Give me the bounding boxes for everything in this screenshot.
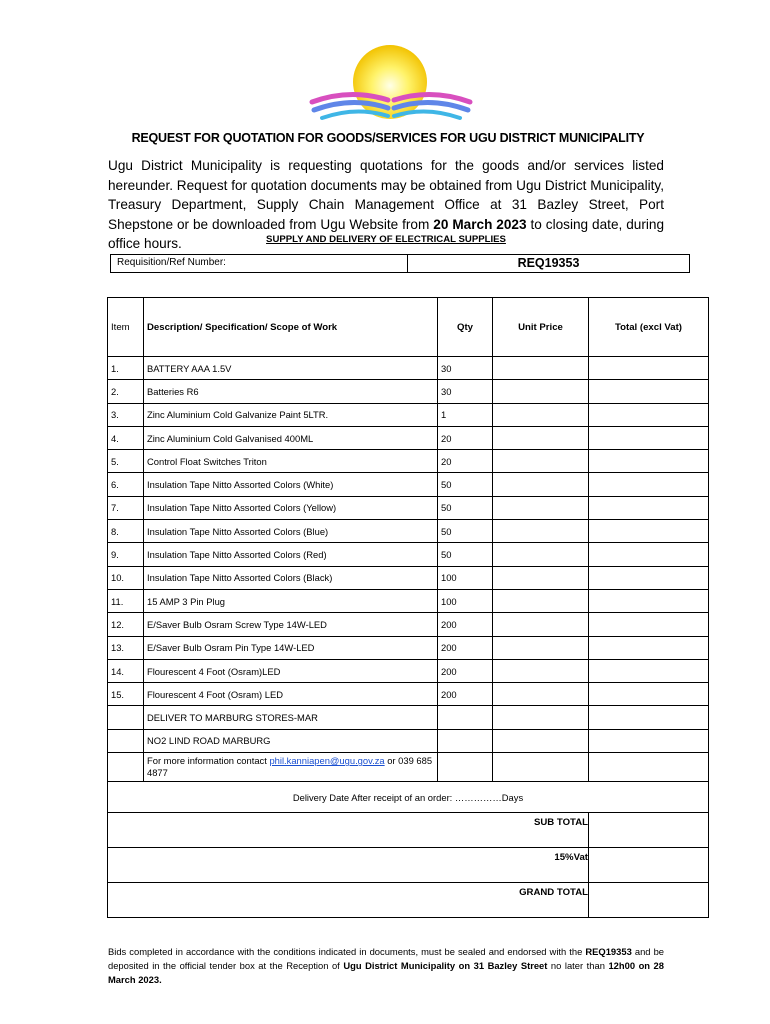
- empty-cell: [493, 753, 589, 782]
- grand-total-label: GRAND TOTAL: [108, 883, 589, 918]
- item-unit-price: [493, 403, 589, 426]
- table-row: [108, 380, 709, 403]
- header-description: Description/ Specification/ Scope of Work: [144, 298, 438, 357]
- item-number: 11.: [108, 589, 144, 612]
- footer-text-3: no later than: [547, 960, 609, 971]
- item-unit-price: [493, 589, 589, 612]
- item-number: 13.: [108, 636, 144, 659]
- item-description: Zinc Aluminium Cold Galvanised 400ML: [144, 426, 438, 449]
- sub-total-value: [589, 813, 709, 848]
- item-unit-price: [493, 520, 589, 543]
- delivery-line-1: DELIVER TO MARBURG STORES-MAR: [144, 706, 438, 729]
- item-qty: 200: [438, 659, 493, 682]
- vat-row: [108, 848, 709, 883]
- grand-total-row: [108, 883, 709, 918]
- intro-text-after: to closing date, during office hours.: [108, 216, 665, 251]
- item-unit-price: [493, 357, 589, 380]
- empty-cell: [493, 729, 589, 752]
- item-qty: 100: [438, 589, 493, 612]
- item-description: E/Saver Bulb Osram Pin Type 14W-LED: [144, 636, 438, 659]
- item-number: 12.: [108, 613, 144, 636]
- item-unit-price: [493, 683, 589, 706]
- delivery-date: Delivery Date After receipt of an order: ……………Days: [108, 782, 709, 813]
- empty-cell: [589, 729, 709, 752]
- item-total: [589, 450, 709, 473]
- ugu-logo: [300, 42, 480, 124]
- footer-paragraph: [108, 945, 664, 987]
- item-total: [589, 659, 709, 682]
- item-qty: 20: [438, 450, 493, 473]
- item-qty: 100: [438, 566, 493, 589]
- item-description: Flourescent 4 Foot (Osram)LED: [144, 659, 438, 682]
- table-row: [108, 496, 709, 519]
- footer-deadline: 12h00 on 28 March 2023.: [108, 960, 664, 985]
- item-qty: 20: [438, 426, 493, 449]
- item-total: [589, 357, 709, 380]
- item-total: [589, 566, 709, 589]
- table-row: [108, 357, 709, 380]
- delivery-row-2: [108, 729, 709, 752]
- item-total: [589, 543, 709, 566]
- item-description: Flourescent 4 Foot (Osram) LED: [144, 683, 438, 706]
- item-total: [589, 636, 709, 659]
- contact-note: [144, 753, 438, 782]
- header-total: Total (excl Vat): [589, 298, 709, 357]
- item-number: 7.: [108, 496, 144, 519]
- table-header-row: [108, 298, 709, 357]
- contact-row: [108, 753, 709, 782]
- vat-label: 15%Vat: [108, 848, 589, 883]
- item-number: 6.: [108, 473, 144, 496]
- contact-text-after: or 039 685 4877: [147, 755, 433, 779]
- item-description: Zinc Aluminium Cold Galvanize Paint 5LTR.: [144, 403, 438, 426]
- table-row: [108, 403, 709, 426]
- quotation-table: [107, 297, 709, 918]
- item-description: Insulation Tape Nitto Assorted Colors (Black): [144, 566, 438, 589]
- empty-cell: [438, 729, 493, 752]
- delivery-line-2: NO2 LIND ROAD MARBURG: [144, 729, 438, 752]
- table-row: [108, 520, 709, 543]
- document-title: REQUEST FOR QUOTATION FOR GOODS/SERVICES FOR UGU DISTRICT MUNICIPALITY: [131, 131, 645, 145]
- item-unit-price: [493, 473, 589, 496]
- item-description: Batteries R6: [144, 380, 438, 403]
- table-row: [108, 659, 709, 682]
- item-qty: 200: [438, 683, 493, 706]
- intro-text-before: Ugu District Municipality is requesting quotations for the goods and/or services listed hereunder. Request for quotation documents may be obtained from Ugu District Municipality, Treasury Department, Supply Chain Management Office at 31 Bazley Street, Port Shepstone or be downloaded from Ugu Website from: [108, 158, 664, 232]
- item-qty: 50: [438, 473, 493, 496]
- item-number: 8.: [108, 520, 144, 543]
- table-row: [108, 426, 709, 449]
- empty-cell: [438, 753, 493, 782]
- item-number: 14.: [108, 659, 144, 682]
- footer-text-2: and be deposited in the official tender box at the Reception of: [108, 946, 664, 971]
- grand-total-value: [589, 883, 709, 918]
- supply-subtitle: SUPPLY AND DELIVERY OF ELECTRICAL SUPPLIES: [266, 234, 506, 245]
- contact-email-link[interactable]: phil.kanniapen@ugu.gov.za: [269, 755, 385, 767]
- item-description: E/Saver Bulb Osram Screw Type 14W-LED: [144, 613, 438, 636]
- item-total: [589, 473, 709, 496]
- empty-cell: [589, 753, 709, 782]
- item-qty: 200: [438, 613, 493, 636]
- item-unit-price: [493, 566, 589, 589]
- item-total: [589, 683, 709, 706]
- table-row: [108, 589, 709, 612]
- item-unit-price: [493, 450, 589, 473]
- item-total: [589, 520, 709, 543]
- item-qty: 30: [438, 357, 493, 380]
- item-total: [589, 403, 709, 426]
- footer-text-1: Bids completed in accordance with the conditions indicated in documents, must be sealed and endorsed with the: [108, 946, 586, 957]
- empty-cell: [108, 706, 144, 729]
- item-description: Insulation Tape Nitto Assorted Colors (Red): [144, 543, 438, 566]
- item-unit-price: [493, 496, 589, 519]
- item-unit-price: [493, 613, 589, 636]
- requisition-box: [110, 254, 690, 273]
- sub-total-row: [108, 813, 709, 848]
- item-description: Insulation Tape Nitto Assorted Colors (Yellow): [144, 496, 438, 519]
- item-description: BATTERY AAA 1.5V: [144, 357, 438, 380]
- item-description: Insulation Tape Nitto Assorted Colors (Blue): [144, 520, 438, 543]
- item-unit-price: [493, 659, 589, 682]
- item-unit-price: [493, 636, 589, 659]
- footer-ref: REQ19353: [585, 946, 632, 957]
- item-description: Control Float Switches Triton: [144, 450, 438, 473]
- item-qty: 50: [438, 496, 493, 519]
- item-number: 9.: [108, 543, 144, 566]
- item-number: 4.: [108, 426, 144, 449]
- item-number: 10.: [108, 566, 144, 589]
- table-row: [108, 450, 709, 473]
- item-number: 2.: [108, 380, 144, 403]
- item-qty: 50: [438, 543, 493, 566]
- empty-cell: [108, 753, 144, 782]
- item-unit-price: [493, 380, 589, 403]
- contact-text-before: For more information contact: [147, 755, 270, 767]
- empty-cell: [438, 706, 493, 729]
- item-number: 5.: [108, 450, 144, 473]
- item-qty: 30: [438, 380, 493, 403]
- vat-value: [589, 848, 709, 883]
- table-row: [108, 613, 709, 636]
- item-qty: 50: [438, 520, 493, 543]
- item-qty: 1: [438, 403, 493, 426]
- table-row: [108, 636, 709, 659]
- table-row: [108, 543, 709, 566]
- sub-total-label: SUB TOTAL: [108, 813, 589, 848]
- item-number: 15.: [108, 683, 144, 706]
- item-total: [589, 380, 709, 403]
- item-description: 15 AMP 3 Pin Plug: [144, 589, 438, 612]
- delivery-date-row: [108, 782, 709, 813]
- table-row: [108, 683, 709, 706]
- item-description: Insulation Tape Nitto Assorted Colors (White): [144, 473, 438, 496]
- header-unit-price: Unit Price: [493, 298, 589, 357]
- item-total: [589, 589, 709, 612]
- delivery-row-1: [108, 706, 709, 729]
- item-unit-price: [493, 543, 589, 566]
- table-row: [108, 473, 709, 496]
- item-total: [589, 426, 709, 449]
- intro-date: 20 March 2023: [433, 216, 527, 232]
- requisition-number: REQ19353: [517, 256, 580, 270]
- item-number: 1.: [108, 357, 144, 380]
- empty-cell: [108, 729, 144, 752]
- empty-cell: [589, 706, 709, 729]
- item-total: [589, 613, 709, 636]
- header-item: Item: [108, 298, 144, 357]
- table-row: [108, 566, 709, 589]
- empty-cell: [493, 706, 589, 729]
- item-total: [589, 496, 709, 519]
- requisition-label: Requisition/Ref Number:: [111, 255, 408, 272]
- footer-place: Ugu District Municipality on 31 Bazley Street: [343, 960, 548, 971]
- item-unit-price: [493, 426, 589, 449]
- header-qty: Qty: [438, 298, 493, 357]
- item-number: 3.: [108, 403, 144, 426]
- item-qty: 200: [438, 636, 493, 659]
